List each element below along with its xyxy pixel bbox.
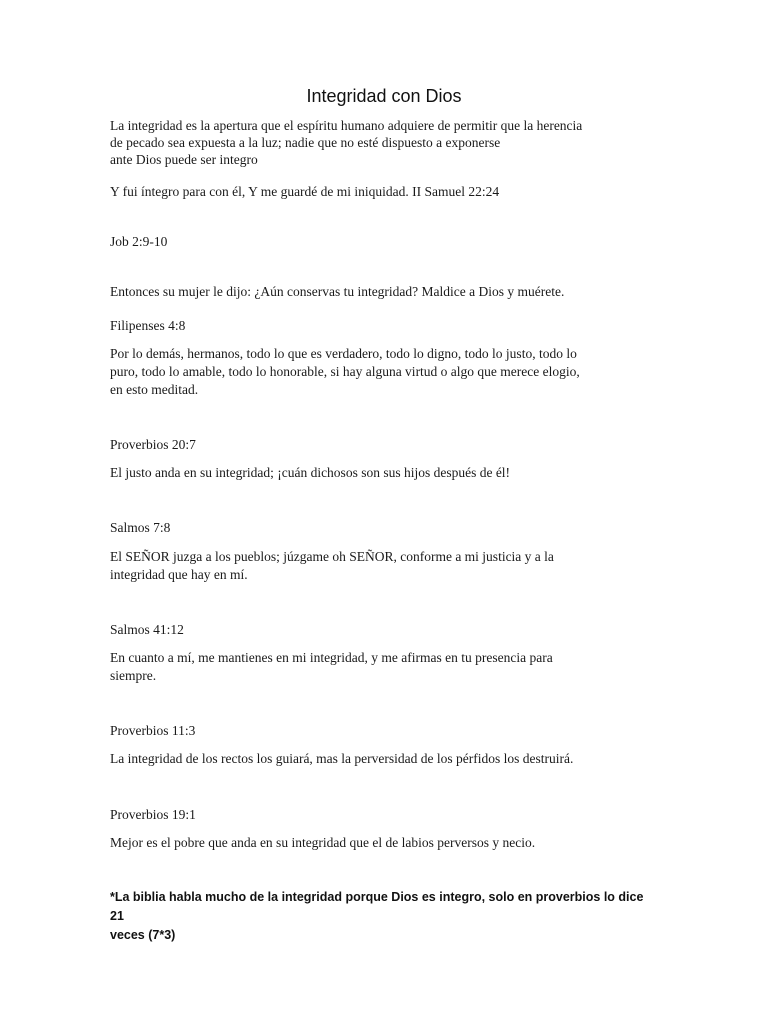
verse-filipenses-line-2: puro, todo lo amable, todo lo honorable, si hay alguna virtud o algo que merece elogio, [110,364,580,379]
verse-salmos-41-line-2: siempre. [110,668,157,683]
reference-job: Job 2:9-10 [110,234,168,249]
closing-note [110,888,655,945]
verse-salmos-41-line-1: En cuanto a mí, me mantienes en mi integridad, y me afirmas en tu presencia para [110,650,553,665]
reference-salmos-7: Salmos 7:8 [110,520,171,535]
intro-line-2: de pecado sea expuesta a la luz; nadie que no esté dispuesto a exponerse [110,135,501,150]
reference-salmos-41: Salmos 41:12 [110,622,184,637]
verse-samuel: Y fui íntegro para con él, Y me guardé de mi iniquidad. II Samuel 22:24 [110,184,500,199]
verse-salmos-7-line-2: integridad que hay en mí. [110,567,248,582]
verse-salmos-7-line-1: El SEÑOR juzga a los pueblos; júzgame oh SEÑOR, conforme a mi justicia y a la [110,549,554,564]
page-title: Integridad con Dios [306,86,462,106]
reference-filipenses: Filipenses 4:8 [110,318,186,333]
reference-proverbios-19: Proverbios 19:1 [110,807,196,822]
intro-line-1: La integridad es la apertura que el espíritu humano adquiere de permitir que la herencia [110,118,583,133]
verse-filipenses-line-1: Por lo demás, hermanos, todo lo que es verdadero, todo lo digno, todo lo justo, todo lo [110,346,577,361]
intro-line-3: ante Dios puede ser integro [110,152,258,167]
verse-filipenses-line-3: en esto meditad. [110,382,199,397]
verse-job: Entonces su mujer le dijo: ¿Aún conservas tu integridad? Maldice a Dios y muérete. [110,284,565,299]
verse-proverbios-19: Mejor es el pobre que anda en su integridad que el de labios perversos y necio. [110,835,536,850]
verse-proverbios-11: La integridad de los rectos los guiará, mas la perversidad de los pérfidos los destruirá. [110,751,574,766]
reference-proverbios-20: Proverbios 20:7 [110,437,196,452]
reference-proverbios-11: Proverbios 11:3 [110,723,196,738]
closing-note-line-2: veces (7*3) [110,928,176,942]
verse-proverbios-20: El justo anda en su integridad; ¡cuán dichosos son sus hijos después de él! [110,465,511,480]
closing-note-line-1: *La biblia habla mucho de la integridad porque Dios es integro, solo en proverbios lo dice 21 [110,890,644,923]
